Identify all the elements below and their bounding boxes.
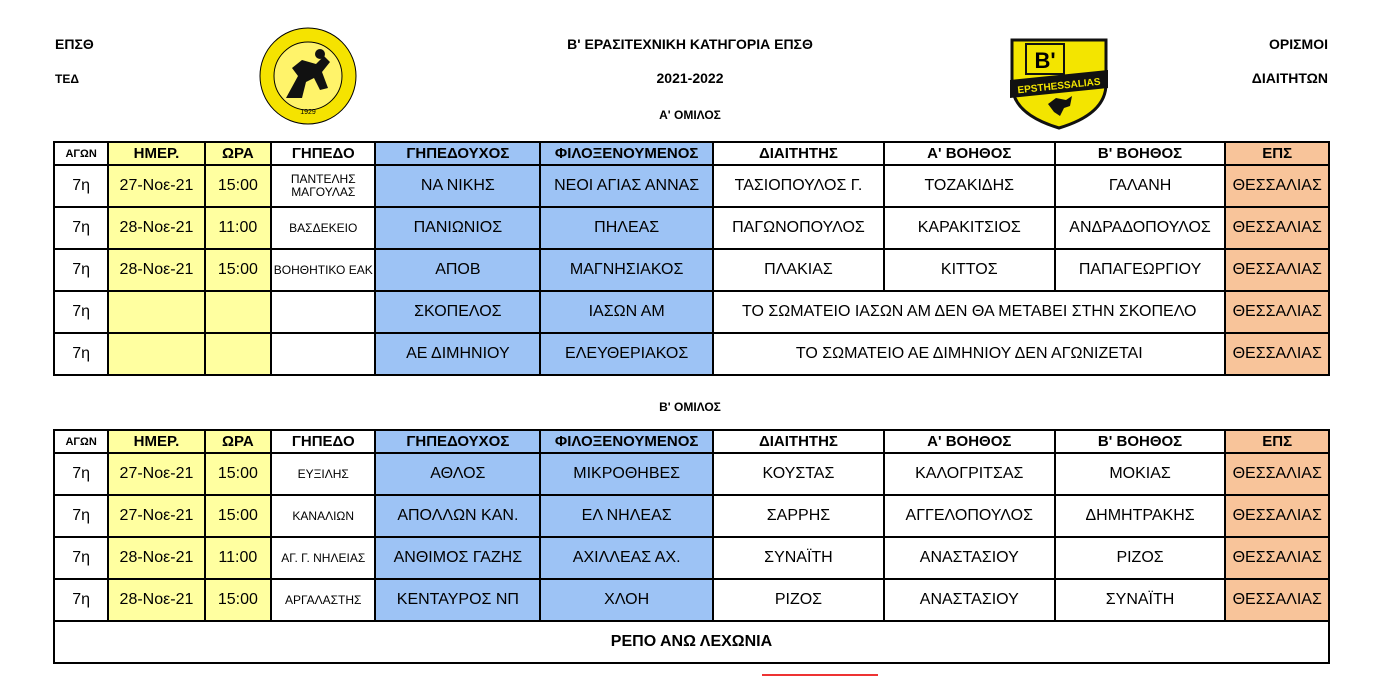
cell-eps: ΘΕΣΣΑΛΙΑΣ xyxy=(1225,537,1329,579)
group-a-table xyxy=(53,141,1330,376)
table-header-row xyxy=(54,142,1329,165)
cell-referee: ΚΟΥΣΤΑΣ xyxy=(713,453,884,495)
cell-date: 27-Νοε-21 xyxy=(108,165,204,207)
col-assistant2: Β' ΒΟΗΘΟΣ xyxy=(1055,430,1226,453)
shield-badge-text: B' xyxy=(1034,48,1056,73)
cell-assistant2: ΜΟΚΙΑΣ xyxy=(1055,453,1226,495)
cell-home: ΑΠΟΒ xyxy=(375,249,540,291)
cell-away: ΕΛΕΥΘΕΡΙΑΚΟΣ xyxy=(540,333,713,375)
cell-date xyxy=(108,333,204,375)
cell-ground: ΚΑΝΑΛΙΩΝ xyxy=(271,495,375,537)
repo-row xyxy=(54,621,1329,663)
repo-cell: ΡΕΠΟ ΑΝΩ ΛΕΧΩΝΙΑ xyxy=(54,621,1329,663)
league-shield-logo xyxy=(1008,36,1110,130)
org-subunit: ΤΕΔ xyxy=(55,72,79,86)
cell-agon: 7η xyxy=(54,537,108,579)
cell-assistant2: ΔΗΜΗΤΡΑΚΗΣ xyxy=(1055,495,1226,537)
group-b-table xyxy=(53,429,1330,664)
cell-time: 15:00 xyxy=(205,495,271,537)
cell-assistant1: ΤΟΖΑΚΙΔΗΣ xyxy=(884,165,1055,207)
table-row xyxy=(54,249,1329,291)
cell-home: ΠΑΝΙΩΝΙΟΣ xyxy=(375,207,540,249)
cell-ground: ΒΟΗΘΗΤΙΚΟ ΕΑΚ xyxy=(271,249,375,291)
cell-eps: ΘΕΣΣΑΛΙΑΣ xyxy=(1225,579,1329,621)
col-home: ΓΗΠΕΔΟΥΧΟΣ xyxy=(375,430,540,453)
cell-agon: 7η xyxy=(54,453,108,495)
cell-away: ΕΛ ΝΗΛΕΑΣ xyxy=(540,495,713,537)
cell-ground: ΑΡΓΑΛΑΣΤΗΣ xyxy=(271,579,375,621)
header-right-bottom: ΔΙΑΙΤΗΤΩΝ xyxy=(1251,70,1328,86)
cell-home: ΝΑ ΝΙΚΗΣ xyxy=(375,165,540,207)
cell-date: 28-Νοε-21 xyxy=(108,207,204,249)
col-referee: ΔΙΑΙΤΗΤΗΣ xyxy=(713,430,884,453)
col-assistant1: Α' ΒΟΗΘΟΣ xyxy=(884,430,1055,453)
col-eps: ΕΠΣ xyxy=(1225,142,1329,165)
cell-ground: ΒΑΣΔΕΚΕΙΟ xyxy=(271,207,375,249)
col-ground: ΓΗΠΕΔΟ xyxy=(271,142,375,165)
org-name: ΕΠΣΘ xyxy=(55,36,94,52)
page-title: Β' ΕΡΑΣΙΤΕΧΝΙΚΗ ΚΑΤΗΓΟΡΙΑ ΕΠΣΘ xyxy=(567,36,813,52)
cell-eps: ΘΕΣΣΑΛΙΑΣ xyxy=(1225,453,1329,495)
cell-eps: ΘΕΣΣΑΛΙΑΣ xyxy=(1225,207,1329,249)
cell-ground: ΠΑΝΤΕΛΗΣ ΜΑΓΟΥΛΑΣ xyxy=(271,165,375,207)
col-agon: ΑΓΩΝ xyxy=(54,430,108,453)
cell-ground: ΑΓ. Γ. ΝΗΛΕΙΑΣ xyxy=(271,537,375,579)
col-date: ΗΜΕΡ. xyxy=(108,430,204,453)
cell-assistant2: ΡΙΖΟΣ xyxy=(1055,537,1226,579)
cell-agon: 7η xyxy=(54,207,108,249)
col-referee: ΔΙΑΙΤΗΤΗΣ xyxy=(713,142,884,165)
cell-home: ΚΕΝΤΑΥΡΟΣ ΝΠ xyxy=(375,579,540,621)
cell-referee: ΣΑΡΡΗΣ xyxy=(713,495,884,537)
col-time: ΩΡΑ xyxy=(205,430,271,453)
table-header-row xyxy=(54,430,1329,453)
group-b-label: Β' ΟΜΙΛΟΣ xyxy=(659,400,721,414)
cell-home: ΑΕ ΔΙΜΗΝΙΟΥ xyxy=(375,333,540,375)
cell-referee: ΠΛΑΚΙΑΣ xyxy=(713,249,884,291)
table-row xyxy=(54,333,1329,375)
table-row xyxy=(54,537,1329,579)
table-row xyxy=(54,291,1329,333)
cell-time xyxy=(205,291,271,333)
cell-home: ΑΝΘΙΜΟΣ ΓΑΖΗΣ xyxy=(375,537,540,579)
cell-time: 11:00 xyxy=(205,207,271,249)
cell-referee: ΠΑΓΩΝΟΠΟΥΛΟΣ xyxy=(713,207,884,249)
table-row xyxy=(54,579,1329,621)
col-agon: ΑΓΩΝ xyxy=(54,142,108,165)
cell-time: 11:00 xyxy=(205,537,271,579)
cell-assistant2: ΣΥΝΑΪΤΗ xyxy=(1055,579,1226,621)
association-seal-logo xyxy=(258,26,358,126)
group-a-label: Α' ΟΜΙΛΟΣ xyxy=(659,108,721,122)
cell-away: ΑΧΙΛΛΕΑΣ ΑΧ. xyxy=(540,537,713,579)
table-row xyxy=(54,495,1329,537)
cell-assistant1: ΚΑΡΑΚΙΤΣΙΟΣ xyxy=(884,207,1055,249)
cell-assistant1: ΚΑΛΟΓΡΙΤΣΑΣ xyxy=(884,453,1055,495)
col-away: ΦΙΛΟΞΕΝΟΥΜΕΝΟΣ xyxy=(540,430,713,453)
cell-away: ΧΛΟΗ xyxy=(540,579,713,621)
col-time: ΩΡΑ xyxy=(205,142,271,165)
cell-agon: 7η xyxy=(54,495,108,537)
cell-assistant2: ΓΑΛΑΝΗ xyxy=(1055,165,1226,207)
cell-note: ΤΟ ΣΩΜΑΤΕΙΟ ΑΕ ΔΙΜΗΝΙΟΥ ΔΕΝ ΑΓΩΝΙΖΕΤΑΙ xyxy=(713,333,1225,375)
cell-away: ΜΑΓΝΗΣΙΑΚΟΣ xyxy=(540,249,713,291)
cell-ground xyxy=(271,333,375,375)
cell-assistant1: ΚΙΤΤΟΣ xyxy=(884,249,1055,291)
table-row xyxy=(54,453,1329,495)
cell-agon: 7η xyxy=(54,165,108,207)
seal-year: 1929 xyxy=(300,109,316,116)
cell-time xyxy=(205,333,271,375)
cell-assistant2: ΠΑΠΑΓΕΩΡΓΙΟΥ xyxy=(1055,249,1226,291)
cell-date: 28-Νοε-21 xyxy=(108,579,204,621)
col-date: ΗΜΕΡ. xyxy=(108,142,204,165)
cell-eps: ΘΕΣΣΑΛΙΑΣ xyxy=(1225,291,1329,333)
cell-note: ΤΟ ΣΩΜΑΤΕΙΟ ΙΑΣΩΝ ΑΜ ΔΕΝ ΘΑ ΜΕΤΑΒΕΙ ΣΤΗΝ ΣΚΟΠΕΛΟ xyxy=(713,291,1225,333)
cell-home: ΑΠΟΛΛΩΝ ΚΑΝ. xyxy=(375,495,540,537)
cell-date: 28-Νοε-21 xyxy=(108,249,204,291)
cell-time: 15:00 xyxy=(205,579,271,621)
cell-assistant1: ΑΓΓΕΛΟΠΟΥΛΟΣ xyxy=(884,495,1055,537)
col-away: ΦΙΛΟΞΕΝΟΥΜΕΝΟΣ xyxy=(540,142,713,165)
season: 2021-2022 xyxy=(656,70,724,86)
cell-ground: ΕΥΞΙΛΗΣ xyxy=(271,453,375,495)
cell-assistant1: ΑΝΑΣΤΑΣΙΟΥ xyxy=(884,537,1055,579)
cell-referee: ΤΑΣΙΟΠΟΥΛΟΣ Γ. xyxy=(713,165,884,207)
cell-assistant1: ΑΝΑΣΤΑΣΙΟΥ xyxy=(884,579,1055,621)
cell-agon: 7η xyxy=(54,249,108,291)
cell-home: ΣΚΟΠΕΛΟΣ xyxy=(375,291,540,333)
header-right-top: ΟΡΙΣΜΟΙ xyxy=(1269,36,1328,52)
cell-away: ΝΕΟΙ ΑΓΙΑΣ ΑΝΝΑΣ xyxy=(540,165,713,207)
col-home: ΓΗΠΕΔΟΥΧΟΣ xyxy=(375,142,540,165)
cell-eps: ΘΕΣΣΑΛΙΑΣ xyxy=(1225,165,1329,207)
cell-away: ΜΙΚΡΟΘΗΒΕΣ xyxy=(540,453,713,495)
cell-date: 27-Νοε-21 xyxy=(108,453,204,495)
col-ground: ΓΗΠΕΔΟ xyxy=(271,430,375,453)
table-row xyxy=(54,207,1329,249)
cell-agon: 7η xyxy=(54,333,108,375)
cell-date xyxy=(108,291,204,333)
cell-date: 27-Νοε-21 xyxy=(108,495,204,537)
cell-time: 15:00 xyxy=(205,249,271,291)
cell-away: ΠΗΛΕΑΣ xyxy=(540,207,713,249)
cell-assistant2: ΑΝΔΡΑΔΟΠΟΥΛΟΣ xyxy=(1055,207,1226,249)
cell-time: 15:00 xyxy=(205,165,271,207)
table-row xyxy=(54,165,1329,207)
cell-eps: ΘΕΣΣΑΛΙΑΣ xyxy=(1225,333,1329,375)
cell-referee: ΡΙΖΟΣ xyxy=(713,579,884,621)
col-eps: ΕΠΣ xyxy=(1225,430,1329,453)
col-assistant1: Α' ΒΟΗΘΟΣ xyxy=(884,142,1055,165)
cell-ground xyxy=(271,291,375,333)
cell-eps: ΘΕΣΣΑΛΙΑΣ xyxy=(1225,495,1329,537)
cell-home: ΑΘΛΟΣ xyxy=(375,453,540,495)
col-assistant2: Β' ΒΟΗΘΟΣ xyxy=(1055,142,1226,165)
red-underline-mark xyxy=(762,674,878,676)
cell-agon: 7η xyxy=(54,579,108,621)
cell-time: 15:00 xyxy=(205,453,271,495)
cell-eps: ΘΕΣΣΑΛΙΑΣ xyxy=(1225,249,1329,291)
shield-band-text: EPSTHESSALIAS xyxy=(1017,76,1102,97)
cell-referee: ΣΥΝΑΪΤΗ xyxy=(713,537,884,579)
cell-away: ΙΑΣΩΝ ΑΜ xyxy=(540,291,713,333)
cell-agon: 7η xyxy=(54,291,108,333)
cell-date: 28-Νοε-21 xyxy=(108,537,204,579)
